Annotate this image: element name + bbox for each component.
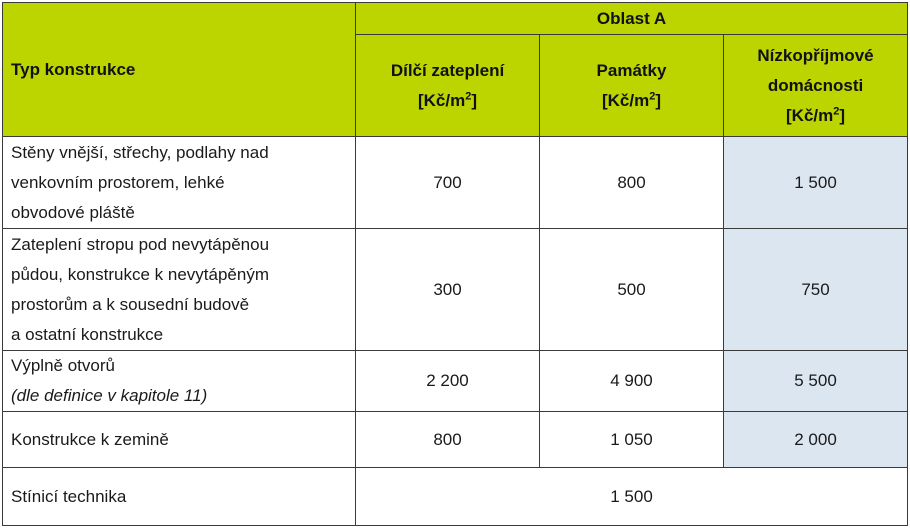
cell-monuments: 800: [540, 137, 724, 229]
row-label: Zateplení stropu pod nevytápěnou půdou, konstrukce k nevytápěným prostorům a k sousední budově a ostatní konstrukce: [3, 229, 356, 351]
header-partial-insulation-unit: $[Kč/m^2]$: [417, 89, 478, 110]
header-low-income-label-1: Nízkopříjmové: [757, 45, 874, 65]
table-row: [3, 351, 908, 412]
header-monuments: [540, 35, 724, 137]
cell-partial-insulation: 300: [356, 229, 540, 351]
header-low-income-label-2: domácnosti: [767, 75, 864, 95]
header-low-income-unit: $[Kč/m^2]$: [786, 104, 846, 125]
cell-monuments: 500: [540, 229, 724, 351]
table-row: [3, 412, 908, 468]
table-row: [3, 229, 908, 351]
table-row: [3, 468, 908, 526]
cell-partial-insulation: 800: [356, 412, 540, 468]
header-area-a-label: Oblast A: [596, 8, 667, 28]
header-area-a: [356, 3, 908, 35]
row-label: Stínicí technika: [3, 468, 356, 526]
cell-low-income: 1 500: [724, 137, 908, 229]
header-monuments-label: Památky: [596, 60, 667, 80]
cell-low-income: 2 000: [724, 412, 908, 468]
table-row: [3, 137, 908, 229]
cell-low-income: 5 500: [724, 351, 908, 412]
header-type-construction: [3, 3, 356, 137]
cell-merged-value: 1 500: [356, 468, 908, 526]
header-monuments-unit: $[Kč/m^2]$: [601, 89, 662, 110]
row-label: Stěny vnější, střechy, podlahy nad venkovním prostorem, lehké obvodové pláště: [3, 137, 356, 229]
row-label: Výplně otvorů (dle definice v kapitole 11): [3, 351, 356, 412]
cell-partial-insulation: 2 200: [356, 351, 540, 412]
cell-low-income: 750: [724, 229, 908, 351]
header-type-label: Typ konstrukce: [11, 59, 136, 79]
subsidy-table: [2, 2, 908, 526]
row-label: Konstrukce k zemině: [3, 412, 356, 468]
header-partial-insulation: [356, 35, 540, 137]
cell-monuments: 1 050: [540, 412, 724, 468]
header-low-income: [724, 35, 908, 137]
cell-partial-insulation: 700: [356, 137, 540, 229]
cell-monuments: 4 900: [540, 351, 724, 412]
header-partial-insulation-label: Dílčí zateplení: [390, 60, 505, 80]
